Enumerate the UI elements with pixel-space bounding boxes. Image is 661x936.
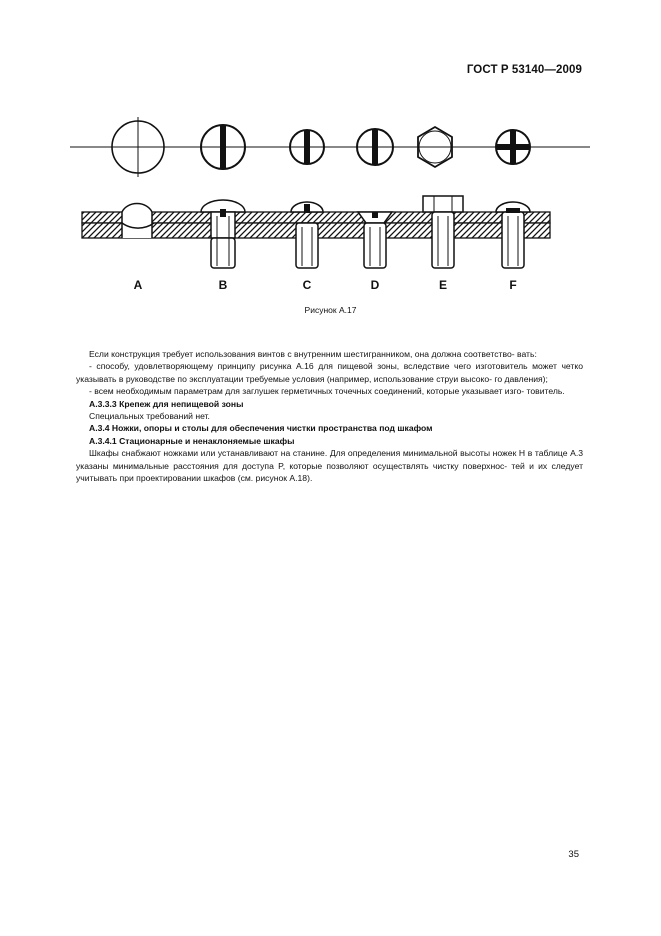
figure-label-c: C	[302, 278, 312, 292]
top-view-f	[496, 130, 530, 164]
top-view-a	[110, 117, 166, 177]
top-view-e	[418, 127, 452, 167]
paragraph: - способу, удовлетворяющему принципу рисунка А.16 для пищевой зоны, вследствие чего изготовитель может четко указывать в руководстве по эксплуатации требуемые условия (например, использование струи высоко- го давления);	[76, 361, 583, 384]
top-view-c	[290, 130, 324, 164]
section-heading: А.3.4 Ножки, опоры и столы для обеспечения чистки пространства под шкафом	[89, 423, 433, 434]
figure-label-b: B	[218, 278, 228, 292]
section-heading: А.3.3.3 Крепеж для непищевой зоны	[89, 398, 244, 409]
figure-label-f: F	[509, 278, 517, 292]
section-a	[122, 204, 154, 238]
section-heading: А.3.4.1 Стационарные и ненаклоняемые шкафы	[89, 435, 295, 446]
paragraph: Шкафы снабжают ножками или устанавливают на станине. Для определения минимальной высоты ножек H в таблице А.3 указаны минимальные расстояния для доступа P, которые позволяют осуществлять чистку поверхнос- тей и их следует учитывать при проектировании шкафов (см. рисунок А.18).	[76, 448, 583, 484]
paragraph: Специальных требований нет.	[89, 411, 210, 422]
top-view-b	[201, 125, 245, 169]
figure-label-e: E	[438, 278, 448, 292]
page-number: 35	[568, 849, 579, 860]
paragraph: - всем необходимым параметрам для заглушек герметичных точечных соединений, которые указывает изго- товитель.	[89, 386, 565, 397]
figure-caption: Рисунок А.17	[304, 305, 357, 315]
figure-label-d: D	[370, 278, 380, 292]
section-c	[291, 202, 323, 268]
top-view-d	[357, 129, 393, 165]
document-code: ГОСТ Р 53140—2009	[466, 64, 582, 76]
figure-a17	[70, 112, 590, 302]
paragraph: Если конструкция требует использования винтов с внутренним шестигранником, она должна соответство- вать:	[89, 349, 537, 359]
figure-label-a: A	[133, 278, 143, 292]
body-text	[76, 348, 583, 484]
